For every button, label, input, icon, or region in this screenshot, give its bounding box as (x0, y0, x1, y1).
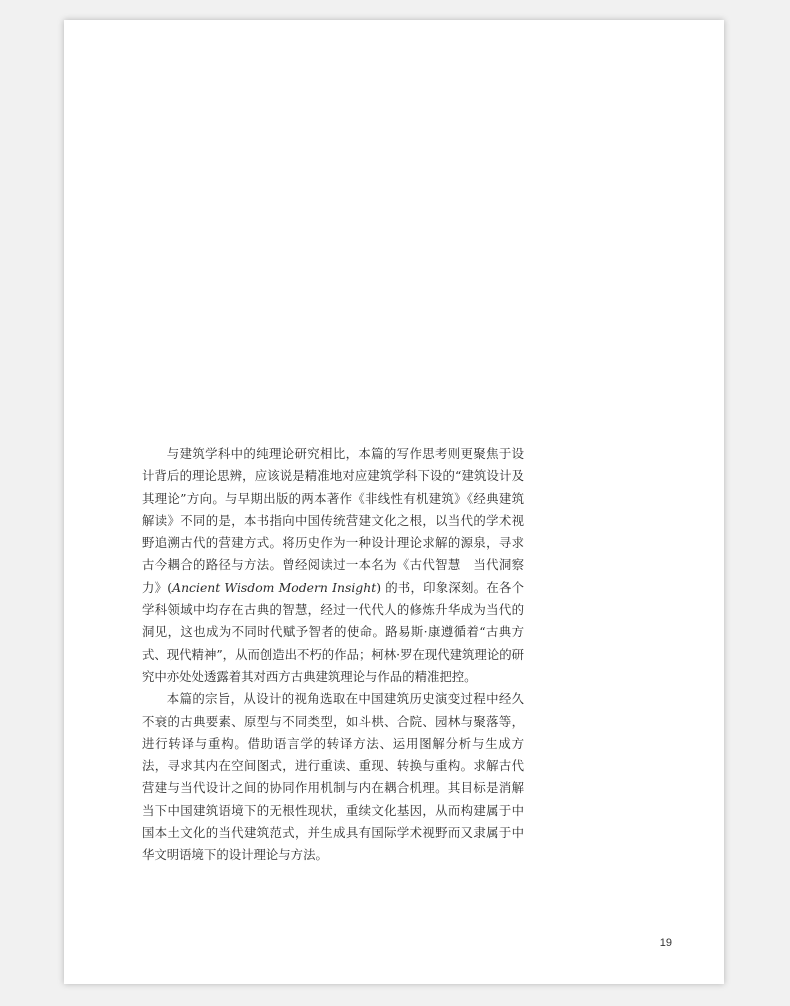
paragraph-1 (142, 443, 524, 688)
page-number: 19 (659, 937, 672, 949)
paragraph-1-part-b: ) 的书，印象深刻。在各个学科领域中均存在古典的智慧，经过一代代人的修炼升华成为当代的洞见，这也成为不同时代赋予智者的使命。路易斯·康遵循着“古典方式、现代精神”，从而创造出不朽的作品；柯林·罗在现代建筑理论的研究中亦处处透露着其对西方古典建筑理论与作品的精准把控。 (142, 579, 525, 684)
document-page (64, 20, 724, 984)
book-title-english: Ancient Wisdom Modern Insight (172, 579, 377, 595)
paragraph-1-part-a: 与建筑学科中的纯理论研究相比，本篇的写作思考则更聚焦于设计背后的理论思辨，应该说是精准地对应建筑学科下设的“建筑设计及其理论”方向。与早期出版的两本著作《非线性有机建筑》《经典建筑解读》不同的是，本书指向中国传统营建文化之根，以当代的学术视野追溯古代的营建方式。将历史作为一种设计理论求解的源泉，寻求古今耦合的路径与方法。曾经阅读过一本名为《古代智慧 当代洞察力》( (142, 446, 524, 595)
paragraph-2: 本篇的宗旨，从设计的视角选取在中国建筑历史演变过程中经久不衰的古典要素、原型与不同类型，如斗栱、合院、园林与聚落等，进行转译与重构。借助语言学的转译方法、运用图解分析与生成方法，寻求其内在空间图式，进行重读、重现、转换与重构。求解古代营建与当代设计之间的协同作用机制与内在耦合机理。其目标是消解当下中国建筑语境下的无根性现状，重续文化基因，从而构建属于中国本土文化的当代建筑范式，并生成具有国际学术视野而又隶属于中华文明语境下的设计理论与方法。 (142, 691, 524, 863)
body-text (142, 443, 524, 867)
